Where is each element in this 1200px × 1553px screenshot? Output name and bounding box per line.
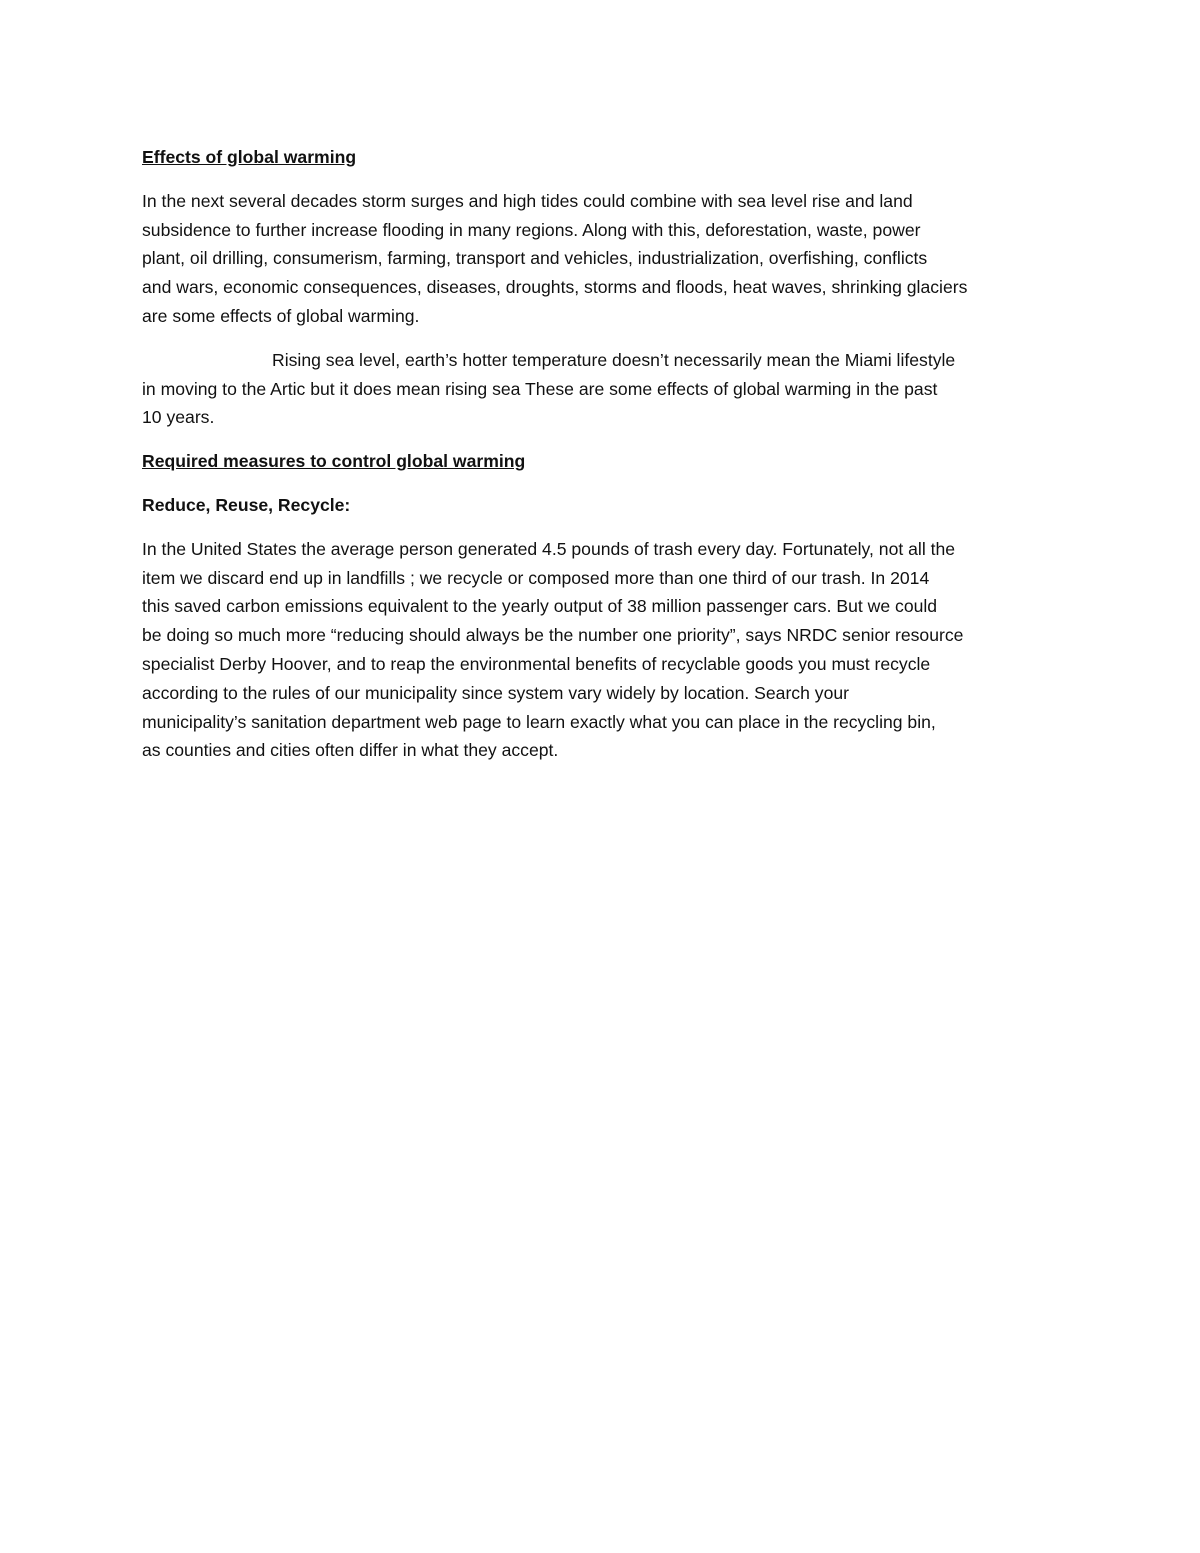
- paragraph-effects-intro: [142, 187, 1067, 331]
- paragraph-sea-level: [142, 346, 1067, 432]
- text-line: In the next several decades storm surges and high tides could combine with sea level rise and land: [142, 190, 913, 211]
- text-line: are some effects of global warming.: [142, 305, 420, 326]
- text-line: Rising sea level, earth’s hotter temperature doesn’t necessarily mean the Miami lifestyle: [272, 349, 956, 370]
- spacer: [142, 172, 1067, 187]
- document-body: [142, 143, 1067, 765]
- text-line: and wars, economic consequences, diseases, droughts, storms and floods, heat waves, shrinking glaciers: [142, 277, 968, 298]
- text-line: specialist Derby Hoover, and to reap the environmental benefits of recyclable goods you must recycle: [142, 653, 931, 674]
- spacer: [142, 331, 1067, 346]
- text-line: 10 years.: [142, 407, 215, 428]
- spacer: [142, 520, 1067, 535]
- subheading-reduce-reuse-recycle: Reduce, Reuse, Recycle:: [142, 494, 351, 515]
- section-heading-effects: Effects of global warming: [142, 147, 357, 167]
- text-line: in moving to the Artic but it does mean rising sea These are some effects of global warming in the past: [142, 378, 938, 399]
- text-line: subsidence to further increase flooding in many regions. Along with this, deforestation, waste, power: [142, 219, 921, 240]
- text-line: In the United States the average person generated 4.5 pounds of trash every day. Fortunately, not all the: [142, 538, 956, 559]
- text-line: as counties and cities often differ in what they accept.: [142, 740, 559, 761]
- text-line: plant, oil drilling, consumerism, farming, transport and vehicles, industrialization, overfishing, conflicts: [142, 248, 928, 269]
- text-line: be doing so much more “reducing should always be the number one priority”, says NRDC senior resource: [142, 625, 964, 646]
- text-line: municipality’s sanitation department web page to learn exactly what you can place in the recycling bin,: [142, 711, 936, 732]
- text-line: according to the rules of our municipality since system vary widely by location. Search your: [142, 682, 849, 703]
- spacer: [142, 476, 1067, 491]
- paragraph-recycling: [142, 535, 1067, 765]
- spacer: [142, 432, 1067, 447]
- section-heading-measures: Required measures to control global warming: [142, 451, 526, 472]
- text-line: item we discard end up in landfills ; we recycle or composed more than one third of our trash. In 2014: [142, 567, 930, 588]
- text-line: this saved carbon emissions equivalent to the yearly output of 38 million passenger cars. But we could: [142, 596, 938, 617]
